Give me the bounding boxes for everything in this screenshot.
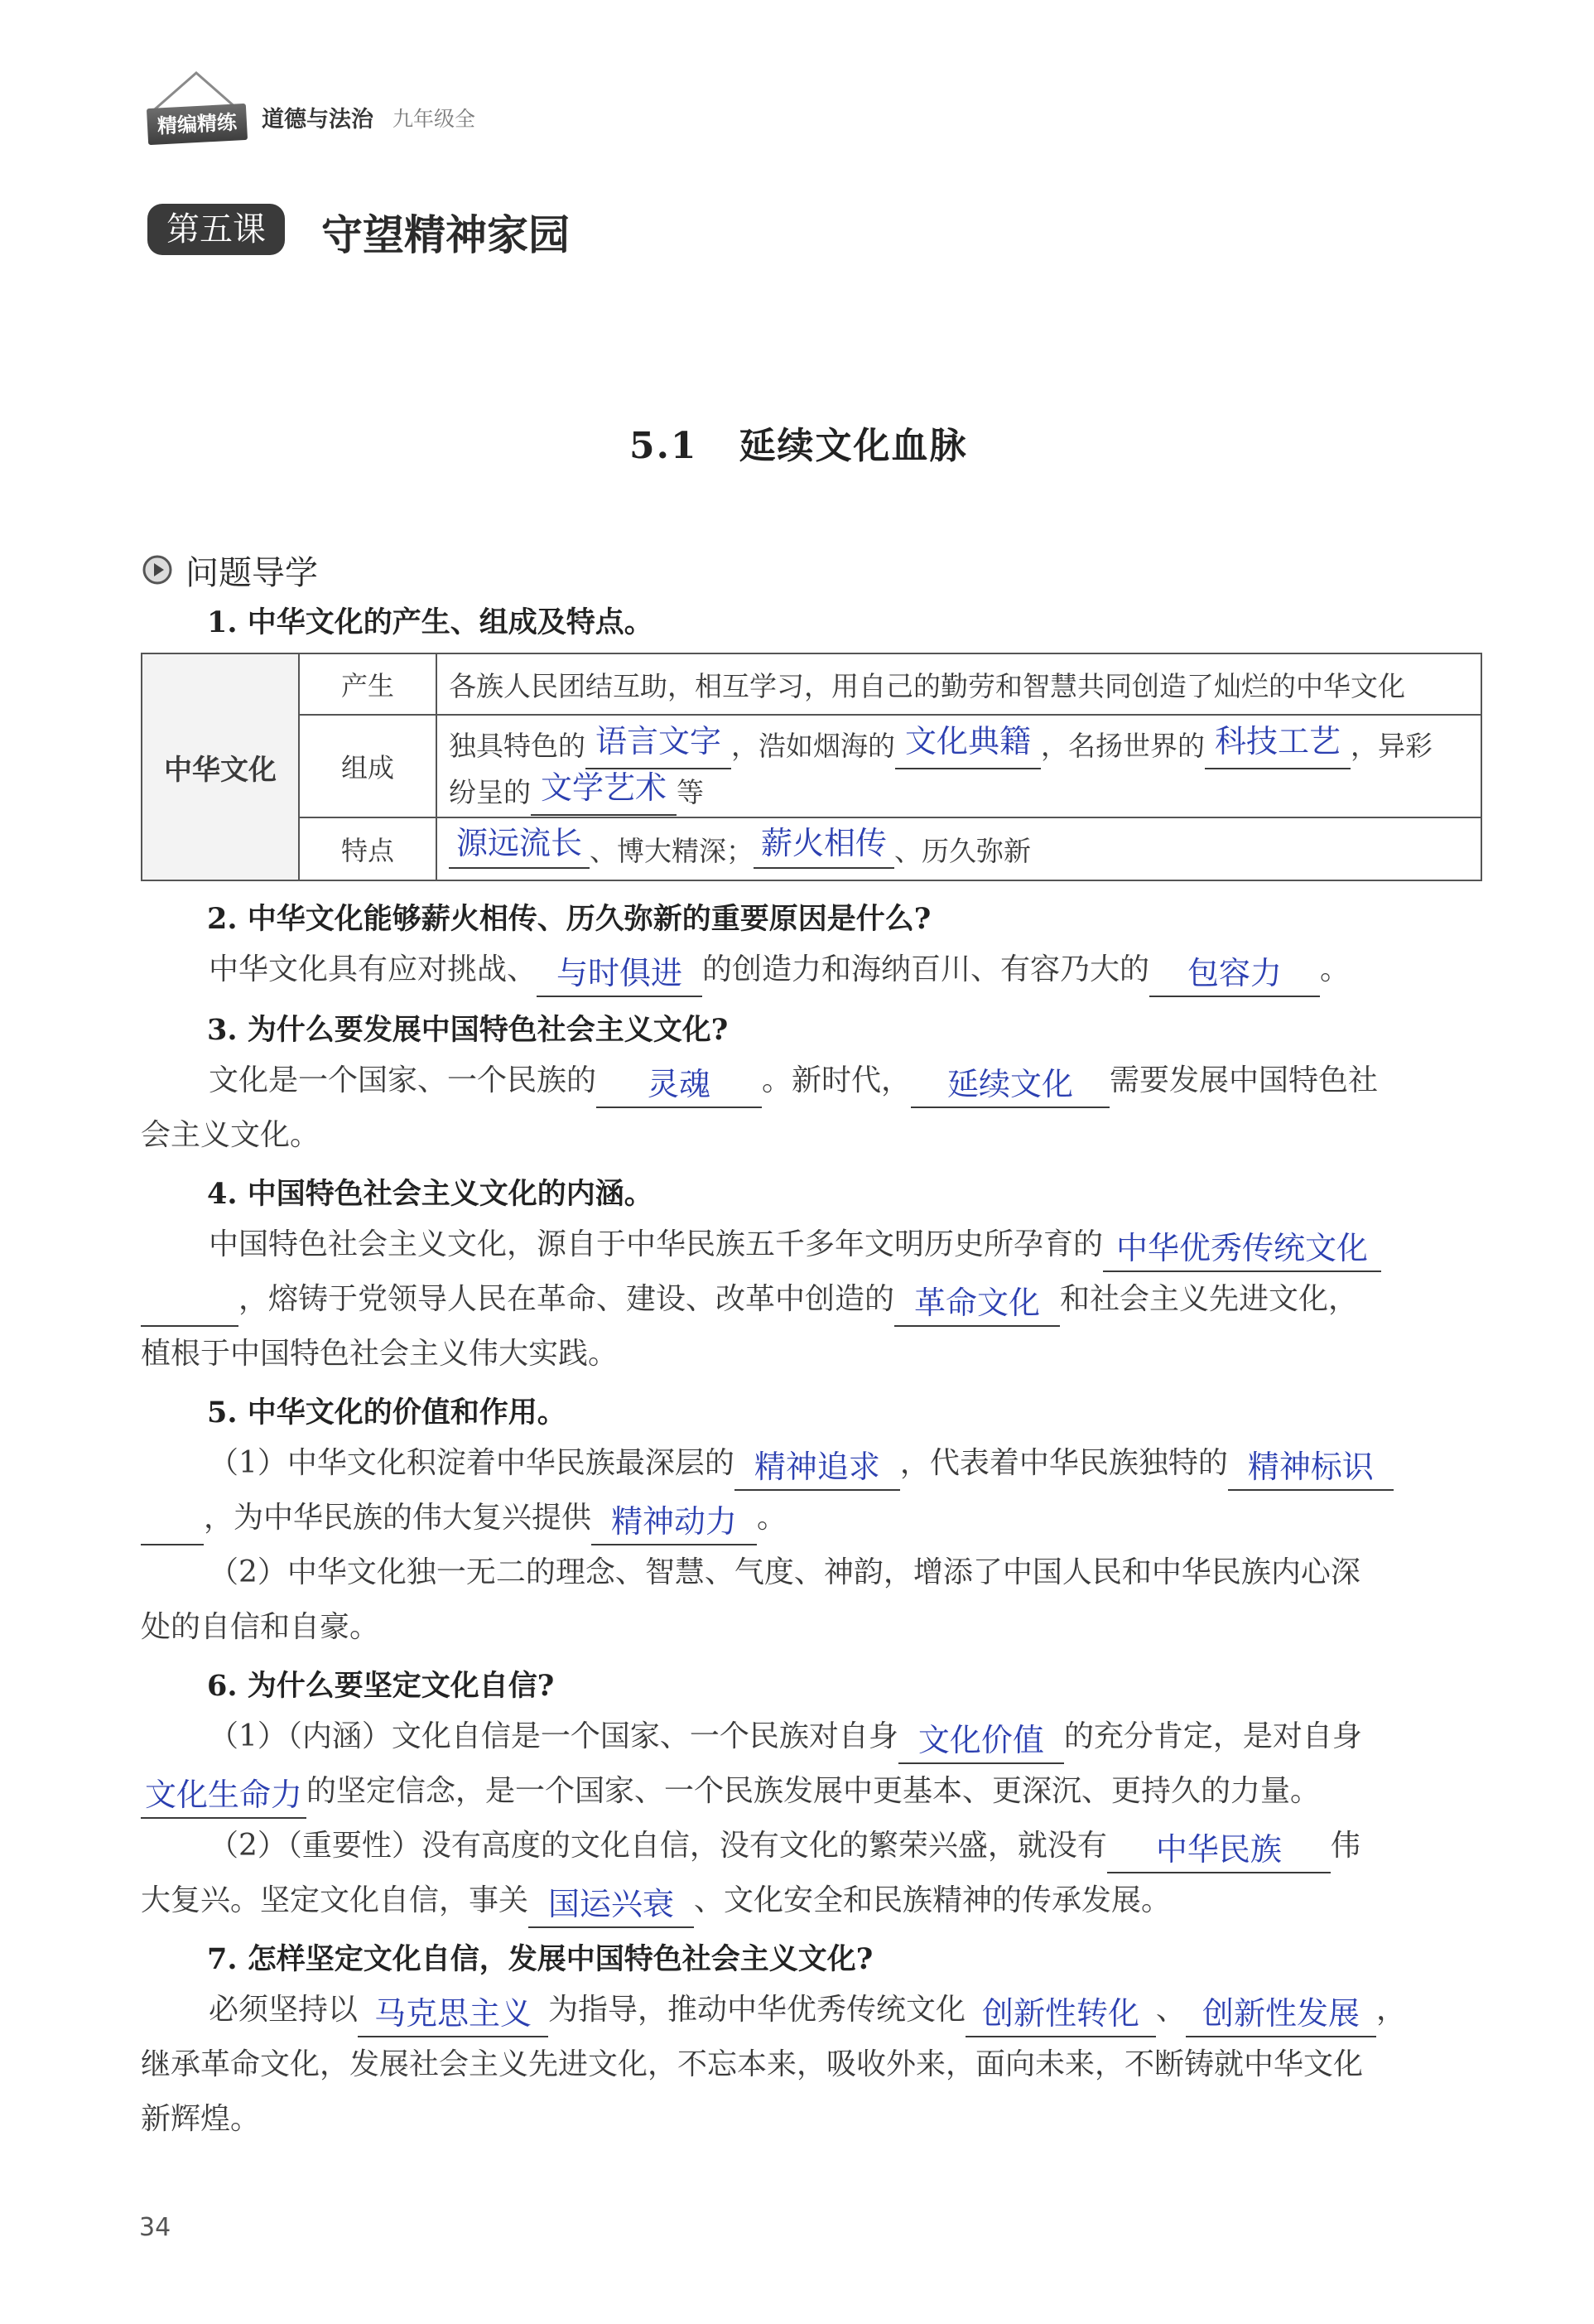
text-fragment: （1）（内涵）文化自信是一个国家、一个民族对自身 — [209, 1719, 898, 1753]
handwritten-answer: 马克思主义 — [374, 1995, 532, 2032]
answer-paragraph-cont — [141, 1873, 1171, 1928]
handwritten-answer: 革命文化 — [914, 1285, 1041, 1321]
answer-blank — [1228, 1451, 1394, 1491]
answer-blank — [528, 1888, 694, 1928]
answer-blank — [585, 723, 731, 769]
answer-paragraph — [209, 1709, 1362, 1764]
handwritten-answer: 中华优秀传统文化 — [1116, 1230, 1369, 1266]
question-1-title: 1. 中华文化的产生、组成及特点。 — [207, 605, 653, 639]
text-fragment: 伟 — [1330, 1829, 1360, 1863]
answer-paragraph-cont — [141, 1764, 1320, 1819]
answer-paragraph — [209, 943, 1350, 997]
handwritten-answer: 源远流长 — [455, 825, 582, 861]
text-fragment: 独具特色的 — [449, 730, 585, 762]
answer-paragraph-cont: 新辉煌。 — [141, 2102, 261, 2136]
handwritten-answer: 精神追求 — [754, 1449, 880, 1485]
answer-blank — [754, 825, 894, 869]
text-fragment: ， — [1376, 1993, 1407, 2027]
answer-paragraph — [209, 1983, 1406, 2037]
culture-table — [141, 653, 1482, 881]
text-fragment: 和社会主义先进文化， — [1060, 1282, 1359, 1316]
answer-paragraph-cont: 植根于中国特色社会主义伟大实践。 — [141, 1337, 619, 1371]
text-fragment: 必须坚持以 — [209, 1993, 359, 2027]
text-fragment: 中华文化具有应对挑战、 — [209, 952, 537, 986]
answer-blank — [898, 1724, 1064, 1764]
answer-paragraph-cont: 处的自信和自豪。 — [141, 1610, 380, 1644]
text-fragment: 。 — [757, 1501, 787, 1535]
text-fragment: ，名扬世界的 — [1041, 730, 1205, 762]
handwritten-answer: 延续文化 — [947, 1066, 1074, 1102]
handwritten-answer: 科技工艺 — [1214, 723, 1341, 759]
text-fragment: 。新时代， — [762, 1063, 912, 1097]
answer-blank — [591, 1503, 757, 1545]
table-main-cell: 中华文化 — [142, 653, 299, 880]
subject-name: 道德与法治 — [262, 107, 373, 133]
handwritten-answer: 创新性发展 — [1202, 1995, 1360, 2032]
section-number: 5.1 — [629, 425, 698, 467]
answer-blank — [734, 1451, 900, 1491]
text-fragment: ，熔铸于党领导人民在革命、建设、改革中创造的 — [238, 1282, 895, 1316]
table-row-text — [436, 715, 1481, 817]
text-fragment: ，代表着中华民族独特的 — [899, 1446, 1228, 1480]
answer-paragraph-cont — [141, 1272, 1358, 1327]
handwritten-answer: 精神动力 — [611, 1503, 738, 1540]
answer-paragraph — [209, 1054, 1378, 1108]
answer-blank — [141, 1779, 306, 1819]
page-number: 34 — [139, 2213, 171, 2242]
text-fragment: 等 — [677, 776, 704, 808]
answer-blank — [596, 1068, 762, 1108]
grade-label: 九年级全 — [392, 107, 476, 131]
answer-blank — [966, 1995, 1156, 2037]
question-5-title: 5. 中华文化的价值和作用。 — [207, 1396, 566, 1430]
handwritten-answer: 文化价值 — [917, 1722, 1044, 1758]
answer-paragraph-cont: 会主义文化。 — [141, 1118, 320, 1152]
table-row-text: 各族人民团结互助，相互学习，用自己的勤劳和智慧共同创造了灿烂的中华文化 — [436, 653, 1481, 715]
answer-paragraph — [209, 1217, 1381, 1272]
question-3-title: 3. 为什么要发展中国特色社会主义文化? — [207, 1013, 729, 1047]
text-fragment: （2）（重要性）没有高度的文化自信，没有文化的繁荣兴盛，就没有 — [209, 1829, 1107, 1863]
text-fragment: 大复兴。坚定文化自信，事关 — [141, 1883, 529, 1917]
lesson-title: 守望精神家园 — [321, 211, 570, 259]
text-fragment: ，为中华民族的伟大复兴提供 — [204, 1501, 592, 1535]
answer-blank — [1103, 1232, 1381, 1272]
handwritten-answer: 薪火相传 — [760, 825, 887, 861]
answer-blank — [531, 769, 677, 816]
answer-blank — [911, 1068, 1110, 1108]
table-row-text — [436, 817, 1481, 880]
handwritten-answer: 国运兴衰 — [548, 1886, 675, 1922]
section-name: 延续文化血脉 — [739, 425, 968, 467]
handwritten-answer: 文化生命力 — [144, 1777, 302, 1813]
handwritten-answer: 创新性转化 — [982, 1995, 1140, 2032]
answer-blank — [895, 723, 1041, 769]
text-fragment: 、文化安全和民族精神的传承发展。 — [694, 1883, 1172, 1917]
handwritten-answer: 文化典籍 — [904, 723, 1031, 759]
text-fragment: 中国特色社会主义文化，源自于中华民族五千多年文明历史所孕育的 — [209, 1227, 1104, 1261]
text-fragment: 、博大精深； — [590, 835, 754, 867]
table-row-head: 产生 — [299, 653, 436, 715]
handwritten-answer: 包容力 — [1187, 955, 1283, 991]
answer-paragraph-cont: 继承革命文化，发展社会主义先进文化，不忘本来，吸收外来，面向未来，不断铸就中华文化 — [141, 2047, 1364, 2081]
lesson-badge: 第五课 — [147, 204, 285, 255]
answer-paragraph — [209, 1436, 1394, 1491]
text-fragment: 。 — [1320, 952, 1351, 986]
answer-blank — [1149, 957, 1320, 997]
table-row-head: 组成 — [299, 715, 436, 817]
text-fragment: 需要发展中国特色社 — [1110, 1063, 1379, 1097]
guide-label: 问题导学 — [185, 554, 318, 592]
answer-blank — [449, 825, 590, 869]
text-fragment: 、历久弥新 — [894, 835, 1031, 867]
answer-blank-continued — [141, 1506, 204, 1545]
handwritten-answer: 文学艺术 — [540, 769, 667, 806]
text-fragment: （1）中华文化积淀着中华民族最深层的 — [209, 1446, 734, 1480]
answer-paragraph — [209, 1819, 1360, 1873]
brand-tag: 精编精练 — [147, 104, 248, 145]
section-title — [629, 416, 968, 469]
handwritten-answer: 精神标识 — [1247, 1449, 1374, 1485]
text-fragment: ，异彩 — [1351, 730, 1433, 762]
answer-blank — [894, 1287, 1060, 1327]
answer-blank-continued — [141, 1287, 238, 1327]
handwritten-answer: 与时俱进 — [556, 955, 683, 991]
text-fragment: ，浩如烟海的 — [731, 730, 895, 762]
text-fragment: 纷呈的 — [449, 776, 531, 808]
answer-blank — [358, 1995, 548, 2037]
question-2-title: 2. 中华文化能够薪火相传、历久弥新的重要原因是什么? — [207, 902, 932, 936]
text-fragment: 的坚定信念，是一个国家、一个民族发展中更基本、更深沉、更持久的力量。 — [306, 1774, 1321, 1808]
answer-paragraph-cont — [141, 1491, 787, 1545]
question-6-title: 6. 为什么要坚定文化自信? — [207, 1669, 555, 1703]
text-fragment: 的创造力和海纳百川、有容乃大的 — [702, 952, 1150, 986]
answer-paragraph: （2）中华文化独一无二的理念、智慧、气度、神韵，增添了中国人民和中华民族内心深 — [209, 1555, 1360, 1589]
answer-blank — [1186, 1995, 1376, 2037]
question-4-title: 4. 中国特色社会主义文化的内涵。 — [207, 1177, 653, 1211]
text-fragment: 的充分肯定，是对自身 — [1063, 1719, 1362, 1753]
text-fragment: 文化是一个国家、一个民族的 — [209, 1063, 597, 1097]
handwritten-answer: 灵魂 — [648, 1066, 711, 1102]
handwritten-answer: 语言文字 — [595, 723, 721, 759]
question-7-title: 7. 怎样坚定文化自信，发展中国特色社会主义文化? — [207, 1942, 874, 1976]
text-fragment: 为指导，推动中华优秀传统文化 — [548, 1993, 966, 2027]
answer-blank — [537, 957, 702, 997]
table-row-head: 特点 — [299, 817, 436, 880]
answer-blank — [1107, 1831, 1331, 1873]
handwritten-answer: 中华民族 — [1155, 1831, 1282, 1868]
answer-blank — [1205, 723, 1351, 769]
play-circle-icon — [142, 555, 172, 585]
text-fragment: 、 — [1156, 1993, 1187, 2027]
